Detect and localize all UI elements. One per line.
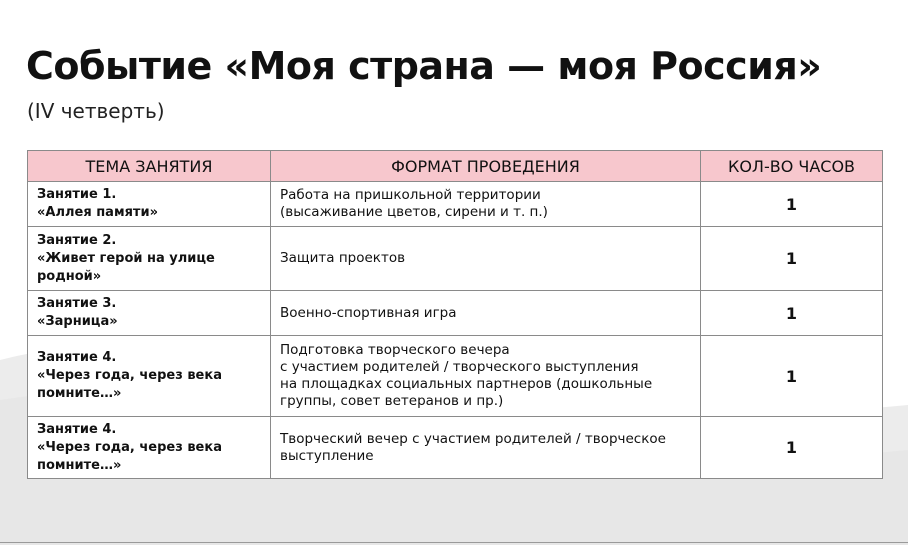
lesson-number: Занятие 4. xyxy=(37,350,117,365)
lesson-format-cell xyxy=(271,336,701,417)
lesson-format-cell xyxy=(271,227,701,291)
lesson-topic-cell xyxy=(28,291,271,336)
lesson-topic-cell xyxy=(28,182,271,227)
bottom-divider xyxy=(0,542,908,543)
lesson-hours: 1 xyxy=(701,336,883,417)
lesson-format: Военно-спортивная игра xyxy=(280,304,457,321)
lesson-format: Работа на пришкольной территории (высаживание цветов, сирени и т. п.) xyxy=(280,187,548,220)
lesson-topic-cell xyxy=(28,227,271,291)
lesson-number: Занятие 2. xyxy=(37,232,117,248)
column-header-format: ФОРМАТ ПРОВЕДЕНИЯ xyxy=(271,151,701,182)
lesson-topic-cell xyxy=(28,336,271,417)
lesson-hours: 1 xyxy=(701,182,883,227)
lesson-format-cell xyxy=(271,417,701,479)
table-row xyxy=(28,336,883,417)
lesson-title: «Через года, через века помните…» xyxy=(37,439,222,473)
lesson-number: Занятие 4. xyxy=(37,421,117,437)
lesson-hours: 1 xyxy=(701,291,883,336)
table-row xyxy=(28,182,883,227)
lesson-format: Защита проектов xyxy=(280,250,406,266)
lesson-format-cell xyxy=(271,182,701,227)
lesson-number: Занятие 3. xyxy=(37,296,117,311)
lesson-title: «Живет герой на улице родной» xyxy=(37,250,215,284)
table-row xyxy=(28,291,883,336)
lesson-format: Творческий вечер с участием родителей / творческое выступление xyxy=(280,430,666,464)
table-row xyxy=(28,227,883,291)
page-title: Событие «Моя страна — моя Россия» xyxy=(26,44,822,88)
table-header-row xyxy=(28,151,883,182)
lesson-hours: 1 xyxy=(701,417,883,479)
lesson-hours: 1 xyxy=(701,227,883,291)
lesson-title: «Через года, через века помните…» xyxy=(37,368,222,401)
lesson-format: Подготовка творческого вечера с участием родителей / творческого выступления на площадках социальных партнеров (дошкольные группы, совет ветеранов и пр.) xyxy=(280,342,653,409)
lesson-title: «Аллея памяти» xyxy=(37,205,158,220)
lesson-number: Занятие 1. xyxy=(37,187,117,202)
page-subtitle: (IV четверть) xyxy=(27,99,165,123)
lessons-table xyxy=(27,150,883,479)
column-header-topic: ТЕМА ЗАНЯТИЯ xyxy=(28,151,271,182)
table-row xyxy=(28,417,883,479)
lesson-title: «Зарница» xyxy=(37,314,118,329)
column-header-hours: КОЛ-ВО ЧАСОВ xyxy=(701,151,883,182)
lesson-format-cell xyxy=(271,291,701,336)
lesson-topic-cell xyxy=(28,417,271,479)
